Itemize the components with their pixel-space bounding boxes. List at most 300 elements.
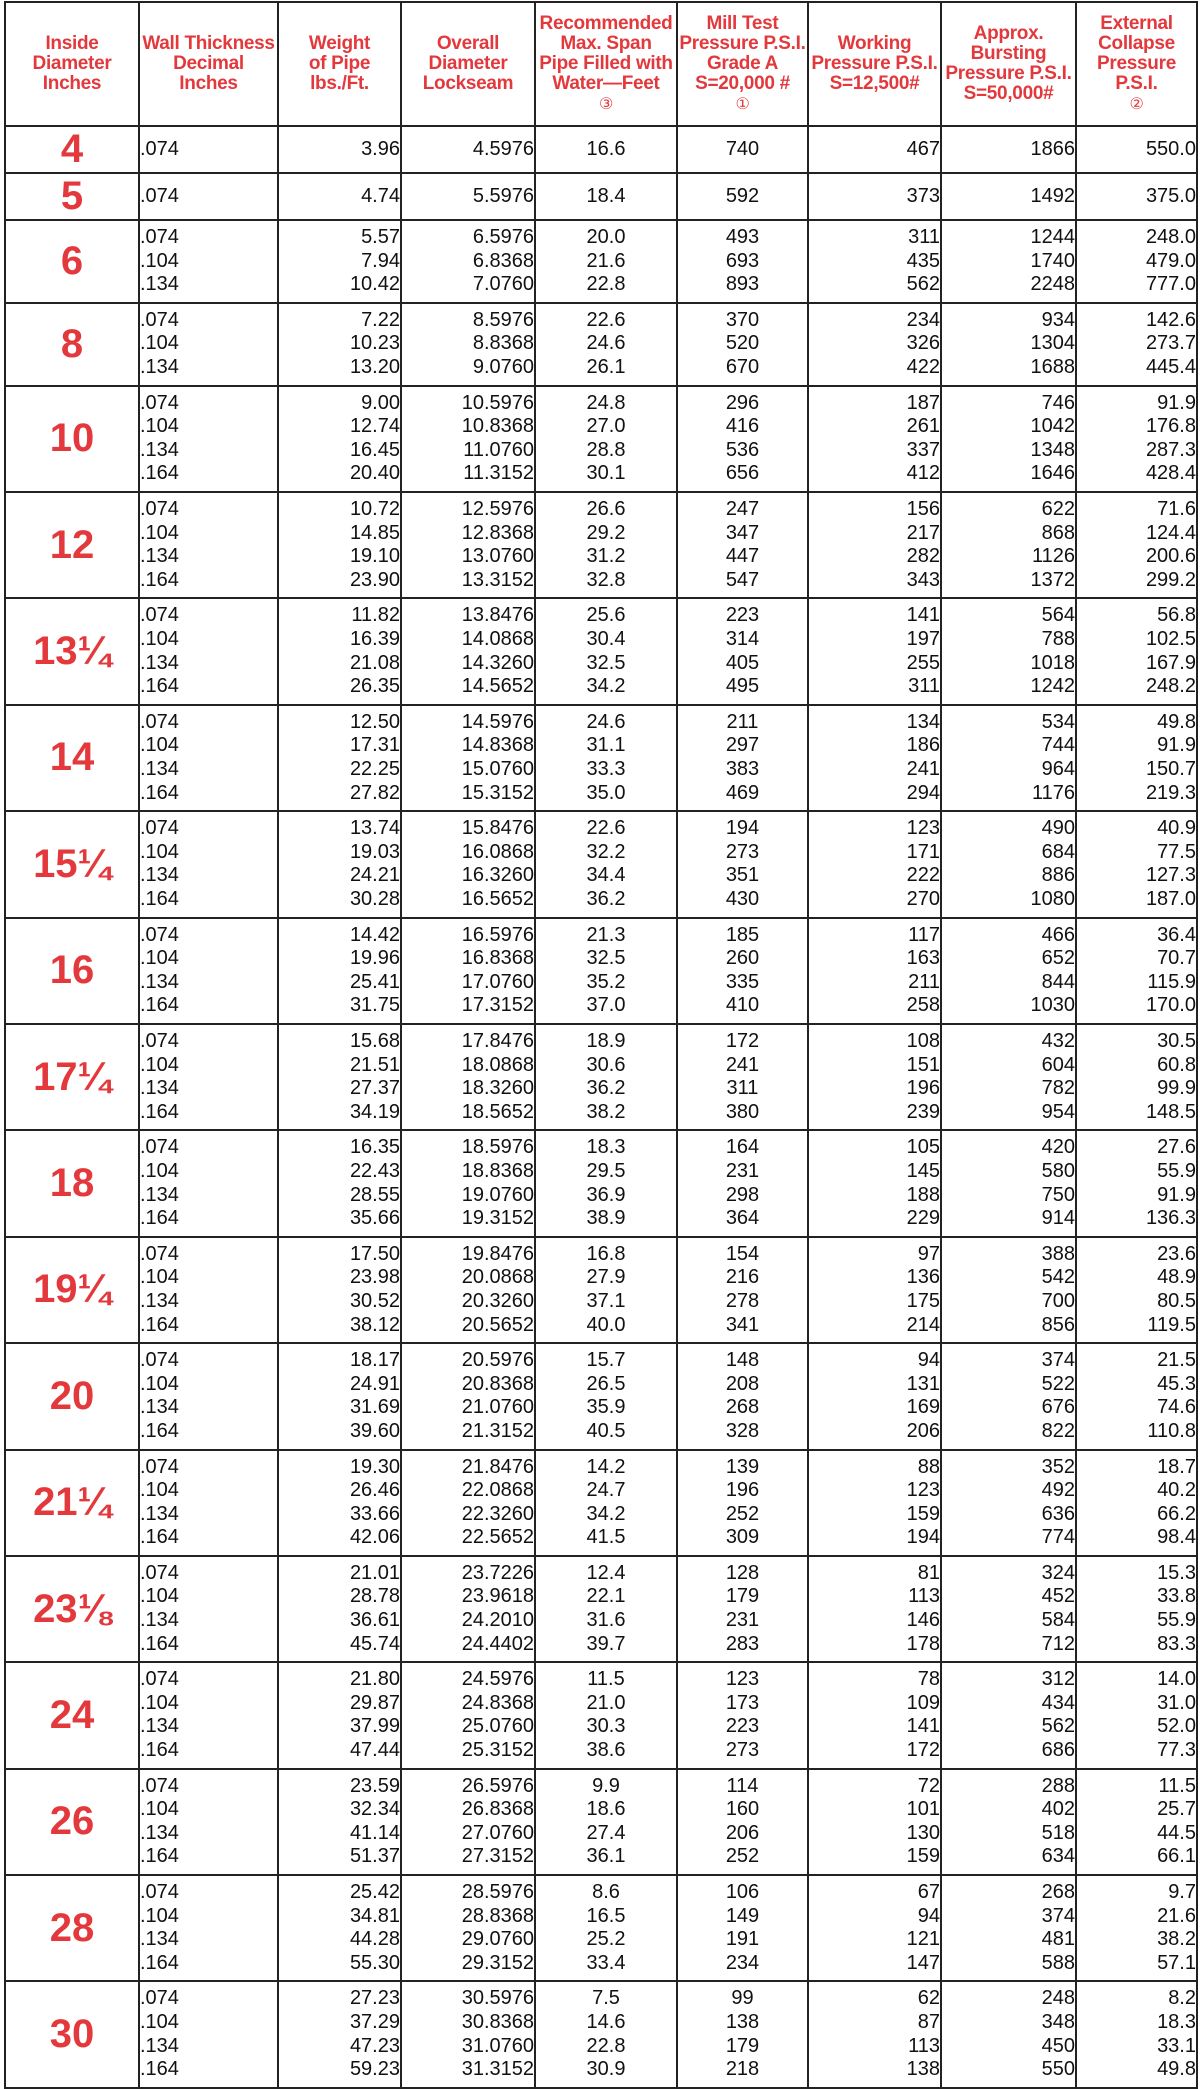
thickness-value: .074 bbox=[140, 604, 179, 627]
bursting-value: 684 bbox=[1041, 840, 1075, 863]
span-value: 25.2 bbox=[586, 1928, 626, 1951]
thickness-value: .074 bbox=[140, 1774, 179, 1797]
bursting-cell bbox=[941, 1130, 1076, 1236]
weight-value: 10.72 bbox=[349, 497, 400, 520]
working-value: 72 bbox=[917, 1774, 940, 1797]
weight-value: 26.46 bbox=[349, 1479, 400, 1502]
thickness-value: .104 bbox=[140, 1372, 179, 1395]
working-value: 343 bbox=[906, 568, 940, 591]
collapse-value: 33.8 bbox=[1157, 1585, 1196, 1608]
diameter-cell: 20 bbox=[5, 1343, 139, 1449]
footnote-marker: ② bbox=[1129, 96, 1144, 113]
overall-cell bbox=[401, 492, 535, 598]
weight-value: 16.45 bbox=[349, 438, 400, 461]
diameter-cell: 24 bbox=[5, 1662, 139, 1768]
overall-value: 18.5652 bbox=[461, 1100, 534, 1123]
overall-value: 6.8368 bbox=[472, 249, 534, 272]
working-value: 234 bbox=[906, 308, 940, 331]
mill-cell bbox=[677, 1875, 808, 1981]
working-value: 258 bbox=[906, 994, 940, 1017]
collapse-value: 55.9 bbox=[1157, 1609, 1196, 1632]
weight-cell bbox=[278, 220, 401, 303]
mill-value: 314 bbox=[725, 627, 760, 650]
collapse-value: 777.0 bbox=[1145, 273, 1196, 296]
header-line: P.S.I. bbox=[1115, 73, 1158, 94]
thickness-value: .074 bbox=[140, 1029, 179, 1052]
span-value: 33.4 bbox=[586, 1951, 626, 1974]
collapse-value: 57.1 bbox=[1157, 1951, 1196, 1974]
thickness-value: .164 bbox=[140, 781, 179, 804]
span-value: 22.1 bbox=[586, 1585, 626, 1608]
bursting-value: 550 bbox=[1041, 2058, 1075, 2081]
thickness-value: .134 bbox=[140, 273, 179, 296]
overall-value: 8.5976 bbox=[472, 308, 534, 331]
mill-value: 430 bbox=[725, 887, 760, 910]
weight-cell bbox=[278, 1981, 401, 2087]
header-line: Decimal bbox=[173, 53, 244, 74]
collapse-cell bbox=[1076, 1662, 1197, 1768]
span-value: 38.2 bbox=[586, 1100, 626, 1123]
thickness-cell bbox=[139, 1024, 278, 1130]
diameter-cell: 15¼ bbox=[5, 811, 139, 917]
thickness-cell bbox=[139, 598, 278, 704]
collapse-cell bbox=[1076, 126, 1197, 173]
collapse-value: 80.5 bbox=[1157, 1289, 1196, 1312]
collapse-value: 30.5 bbox=[1157, 1029, 1196, 1052]
table-row bbox=[5, 811, 1197, 917]
overall-value: 16.0868 bbox=[461, 840, 534, 863]
weight-value: 11.82 bbox=[351, 604, 400, 627]
diameter-cell: 4 bbox=[5, 126, 139, 173]
weight-value: 47.44 bbox=[349, 1739, 400, 1762]
weight-value: 23.90 bbox=[349, 568, 400, 591]
thickness-value: .074 bbox=[140, 1455, 179, 1478]
weight-value: 24.21 bbox=[349, 864, 400, 887]
mill-cell bbox=[677, 1130, 808, 1236]
collapse-value: 25.7 bbox=[1157, 1798, 1196, 1821]
working-value: 222 bbox=[906, 864, 940, 887]
mill-cell bbox=[677, 492, 808, 598]
collapse-value: 248.2 bbox=[1145, 675, 1196, 698]
overall-value: 16.8368 bbox=[461, 947, 534, 970]
header-line: Mill Test bbox=[706, 13, 779, 34]
thickness-value: .134 bbox=[140, 864, 179, 887]
bursting-value: 886 bbox=[1041, 864, 1075, 887]
thickness-cell bbox=[139, 126, 278, 173]
span-value: 32.5 bbox=[586, 947, 626, 970]
weight-value: 31.69 bbox=[349, 1396, 400, 1419]
span-value: 15.7 bbox=[586, 1349, 626, 1372]
collapse-value: 127.3 bbox=[1145, 864, 1196, 887]
collapse-value: 33.1 bbox=[1157, 2034, 1196, 2057]
bursting-value: 1372 bbox=[1030, 568, 1075, 591]
mill-value: 656 bbox=[725, 462, 760, 485]
mill-value: 469 bbox=[725, 781, 760, 804]
overall-cell bbox=[401, 1343, 535, 1449]
bursting-value: 450 bbox=[1041, 2034, 1075, 2057]
working-cell bbox=[808, 1875, 941, 1981]
collapse-value: 136.3 bbox=[1145, 1207, 1196, 1230]
overall-value: 20.3260 bbox=[461, 1289, 534, 1312]
bursting-cell bbox=[941, 705, 1076, 811]
bursting-value: 562 bbox=[1041, 1715, 1075, 1738]
working-value: 141 bbox=[906, 1715, 940, 1738]
mill-cell bbox=[677, 1450, 808, 1556]
working-value: 373 bbox=[906, 184, 940, 207]
weight-value: 14.85 bbox=[349, 521, 400, 544]
overall-cell bbox=[401, 598, 535, 704]
span-value: 36.1 bbox=[586, 1845, 626, 1868]
collapse-value: 98.4 bbox=[1157, 1526, 1196, 1549]
thickness-cell bbox=[139, 918, 278, 1024]
overall-value: 13.3152 bbox=[461, 568, 534, 591]
working-value: 151 bbox=[906, 1053, 940, 1076]
thickness-value: .134 bbox=[140, 438, 179, 461]
mill-value: 179 bbox=[725, 2034, 760, 2057]
thickness-value: .104 bbox=[140, 734, 179, 757]
working-value: 131 bbox=[906, 1372, 940, 1395]
overall-value: 22.5652 bbox=[461, 1526, 534, 1549]
span-value: 35.0 bbox=[586, 781, 626, 804]
thickness-value: .104 bbox=[140, 947, 179, 970]
thickness-value: .164 bbox=[140, 1739, 179, 1762]
working-value: 136 bbox=[906, 1266, 940, 1289]
weight-cell bbox=[278, 1450, 401, 1556]
thickness-value: .074 bbox=[140, 1987, 179, 2010]
collapse-value: 60.8 bbox=[1157, 1053, 1196, 1076]
overall-value: 16.5652 bbox=[461, 887, 534, 910]
collapse-value: 18.7 bbox=[1157, 1455, 1196, 1478]
header-collapse-pressure bbox=[1076, 2, 1197, 126]
thickness-cell bbox=[139, 1769, 278, 1875]
collapse-value: 77.5 bbox=[1157, 840, 1196, 863]
weight-value: 17.31 bbox=[349, 734, 400, 757]
overall-value: 29.3152 bbox=[461, 1951, 534, 1974]
collapse-cell bbox=[1076, 1450, 1197, 1556]
mill-value: 405 bbox=[725, 651, 760, 674]
mill-cell bbox=[677, 303, 808, 386]
bursting-value: 676 bbox=[1041, 1396, 1075, 1419]
bursting-value: 1348 bbox=[1030, 438, 1075, 461]
footnote-marker: ① bbox=[735, 96, 750, 113]
weight-cell bbox=[278, 1662, 401, 1768]
weight-value: 13.20 bbox=[349, 355, 400, 378]
weight-cell bbox=[278, 918, 401, 1024]
bursting-value: 1646 bbox=[1030, 462, 1075, 485]
span-value: 37.1 bbox=[586, 1289, 626, 1312]
table-row bbox=[5, 1237, 1197, 1343]
bursting-cell bbox=[941, 173, 1076, 220]
working-cell bbox=[808, 1662, 941, 1768]
span-value: 26.5 bbox=[586, 1372, 626, 1395]
bursting-value: 1492 bbox=[1030, 184, 1075, 207]
mill-value: 172 bbox=[725, 1029, 760, 1052]
mill-value: 160 bbox=[725, 1798, 760, 1821]
mill-value: 893 bbox=[725, 273, 760, 296]
span-value: 14.2 bbox=[586, 1455, 626, 1478]
overall-value: 5.5976 bbox=[472, 184, 534, 207]
table-row bbox=[5, 918, 1197, 1024]
thickness-value: .134 bbox=[140, 545, 179, 568]
weight-value: 45.74 bbox=[349, 1632, 400, 1655]
weight-value: 30.52 bbox=[349, 1289, 400, 1312]
overall-cell bbox=[401, 811, 535, 917]
thickness-cell bbox=[139, 303, 278, 386]
collapse-cell bbox=[1076, 1130, 1197, 1236]
weight-value: 20.40 bbox=[349, 462, 400, 485]
bursting-value: 1080 bbox=[1030, 887, 1075, 910]
bursting-value: 782 bbox=[1041, 1077, 1075, 1100]
working-cell bbox=[808, 598, 941, 704]
collapse-value: 124.4 bbox=[1145, 521, 1196, 544]
span-value: 38.6 bbox=[586, 1739, 626, 1762]
header-line: Pressure P.S.I. bbox=[945, 63, 1072, 84]
bursting-value: 434 bbox=[1041, 1691, 1075, 1714]
header-wall-thickness bbox=[139, 2, 278, 126]
thickness-value: .074 bbox=[140, 1881, 179, 1904]
header-line: of Pipe bbox=[308, 53, 371, 74]
thickness-value: .104 bbox=[140, 2011, 179, 2034]
mill-value: 223 bbox=[725, 604, 760, 627]
thickness-value: .074 bbox=[140, 391, 179, 414]
mill-value: 128 bbox=[725, 1561, 760, 1584]
mill-value: 216 bbox=[725, 1266, 760, 1289]
span-value: 34.2 bbox=[586, 1502, 626, 1525]
mill-value: 252 bbox=[725, 1845, 760, 1868]
bursting-value: 822 bbox=[1041, 1419, 1075, 1442]
weight-value: 18.17 bbox=[349, 1349, 400, 1372]
collapse-value: 176.8 bbox=[1145, 415, 1196, 438]
mill-value: 149 bbox=[725, 1904, 760, 1927]
span-value: 36.9 bbox=[586, 1183, 626, 1206]
weight-value: 32.34 bbox=[349, 1798, 400, 1821]
mill-value: 447 bbox=[725, 545, 760, 568]
span-value: 24.6 bbox=[586, 710, 626, 733]
weight-value: 23.59 bbox=[349, 1774, 400, 1797]
overall-value: 17.8476 bbox=[461, 1029, 534, 1052]
bursting-value: 750 bbox=[1041, 1183, 1075, 1206]
mill-cell bbox=[677, 1662, 808, 1768]
collapse-value: 550.0 bbox=[1145, 137, 1196, 160]
weight-value: 7.22 bbox=[361, 308, 400, 331]
bursting-value: 914 bbox=[1041, 1207, 1075, 1230]
collapse-cell bbox=[1076, 303, 1197, 386]
table-row bbox=[5, 126, 1197, 173]
mill-cell bbox=[677, 1981, 808, 2087]
bursting-value: 934 bbox=[1041, 308, 1075, 331]
working-value: 217 bbox=[906, 521, 940, 544]
span-cell bbox=[535, 918, 677, 1024]
bursting-value: 420 bbox=[1041, 1136, 1075, 1159]
span-value: 31.2 bbox=[586, 545, 626, 568]
thickness-cell bbox=[139, 1662, 278, 1768]
weight-value: 19.03 bbox=[349, 840, 400, 863]
overall-value: 29.0760 bbox=[461, 1928, 534, 1951]
span-value: 20.0 bbox=[586, 226, 626, 248]
thickness-value: .134 bbox=[140, 1502, 179, 1525]
bursting-value: 1244 bbox=[1030, 226, 1075, 248]
working-cell bbox=[808, 1556, 941, 1662]
collapse-value: 45.3 bbox=[1157, 1372, 1196, 1395]
working-value: 169 bbox=[906, 1396, 940, 1419]
diameter-cell: 23⅛ bbox=[5, 1556, 139, 1662]
overall-value: 9.0760 bbox=[472, 355, 534, 378]
bursting-value: 1018 bbox=[1030, 651, 1075, 674]
weight-value: 10.23 bbox=[349, 332, 400, 355]
mill-value: 99 bbox=[731, 1987, 754, 2010]
overall-value: 26.5976 bbox=[461, 1774, 534, 1797]
span-cell bbox=[535, 303, 677, 386]
bursting-value: 652 bbox=[1041, 947, 1075, 970]
span-value: 30.3 bbox=[586, 1715, 626, 1738]
collapse-value: 200.6 bbox=[1145, 545, 1196, 568]
working-value: 241 bbox=[906, 757, 940, 780]
span-value: 28.8 bbox=[586, 438, 626, 461]
thickness-value: .074 bbox=[140, 1561, 179, 1584]
overall-value: 18.3260 bbox=[461, 1077, 534, 1100]
diameter-cell: 18 bbox=[5, 1130, 139, 1236]
weight-value: 5.57 bbox=[361, 226, 400, 248]
collapse-value: 15.3 bbox=[1157, 1561, 1196, 1584]
overall-value: 11.0760 bbox=[463, 438, 534, 461]
weight-value: 34.81 bbox=[349, 1904, 400, 1927]
mill-value: 114 bbox=[726, 1774, 759, 1797]
overall-value: 21.0760 bbox=[461, 1396, 534, 1419]
overall-value: 15.0760 bbox=[461, 757, 534, 780]
bursting-value: 580 bbox=[1041, 1159, 1075, 1182]
weight-value: 23.98 bbox=[349, 1266, 400, 1289]
overall-value: 18.8368 bbox=[461, 1159, 534, 1182]
table-row bbox=[5, 1556, 1197, 1662]
collapse-value: 27.6 bbox=[1157, 1136, 1196, 1159]
mill-value: 493 bbox=[725, 226, 760, 248]
thickness-value: .104 bbox=[140, 521, 179, 544]
thickness-value: .104 bbox=[140, 840, 179, 863]
weight-value: 44.28 bbox=[349, 1928, 400, 1951]
thickness-cell bbox=[139, 1237, 278, 1343]
bursting-value: 534 bbox=[1041, 710, 1075, 733]
thickness-value: .134 bbox=[140, 1715, 179, 1738]
diameter-cell: 17¼ bbox=[5, 1024, 139, 1130]
span-value: 29.5 bbox=[586, 1159, 626, 1182]
bursting-value: 564 bbox=[1041, 604, 1075, 627]
thickness-value: .134 bbox=[140, 1821, 179, 1844]
weight-value: 19.96 bbox=[349, 947, 400, 970]
weight-value: 55.30 bbox=[349, 1951, 400, 1974]
diameter-cell: 14 bbox=[5, 705, 139, 811]
overall-value: 12.8368 bbox=[461, 521, 534, 544]
working-value: 81 bbox=[917, 1561, 940, 1584]
header-line: Max. Span bbox=[560, 33, 652, 54]
diameter-cell: 8 bbox=[5, 303, 139, 386]
thickness-value: .104 bbox=[140, 1585, 179, 1608]
span-value: 30.9 bbox=[586, 2058, 626, 2081]
collapse-value: 11.5 bbox=[1158, 1774, 1196, 1797]
working-value: 134 bbox=[906, 710, 940, 733]
overall-value: 20.8368 bbox=[461, 1372, 534, 1395]
mill-value: 273 bbox=[725, 840, 760, 863]
working-value: 311 bbox=[908, 226, 940, 248]
mill-cell bbox=[677, 126, 808, 173]
span-value: 32.5 bbox=[586, 651, 626, 674]
thickness-value: .164 bbox=[140, 1207, 179, 1230]
mill-value: 520 bbox=[725, 332, 760, 355]
weight-cell bbox=[278, 705, 401, 811]
span-value: 11.5 bbox=[587, 1668, 625, 1691]
weight-cell bbox=[278, 1130, 401, 1236]
collapse-value: 102.5 bbox=[1145, 627, 1196, 650]
collapse-cell bbox=[1076, 598, 1197, 704]
diameter-cell: 21¼ bbox=[5, 1450, 139, 1556]
collapse-value: 71.6 bbox=[1157, 497, 1196, 520]
overall-value: 27.3152 bbox=[461, 1845, 534, 1868]
working-value: 117 bbox=[908, 923, 940, 946]
mill-value: 179 bbox=[725, 1585, 760, 1608]
collapse-value: 115.9 bbox=[1147, 970, 1196, 993]
thickness-value: .134 bbox=[140, 970, 179, 993]
thickness-value: .134 bbox=[140, 651, 179, 674]
bursting-cell bbox=[941, 386, 1076, 492]
bursting-value: 522 bbox=[1041, 1372, 1075, 1395]
weight-value: 30.28 bbox=[349, 887, 400, 910]
mill-value: 252 bbox=[725, 1502, 760, 1525]
mill-value: 106 bbox=[725, 1881, 760, 1904]
header-line: lbs./Ft. bbox=[310, 73, 369, 94]
collapse-value: 56.8 bbox=[1157, 604, 1196, 627]
weight-value: 12.50 bbox=[349, 710, 400, 733]
span-value: 27.0 bbox=[586, 415, 626, 438]
span-value: 40.5 bbox=[586, 1419, 626, 1442]
pipe-spec-table bbox=[4, 1, 1198, 2089]
overall-value: 31.0760 bbox=[461, 2034, 534, 2057]
span-cell bbox=[535, 1130, 677, 1236]
collapse-value: 167.9 bbox=[1145, 651, 1196, 674]
collapse-cell bbox=[1076, 386, 1197, 492]
bursting-value: 388 bbox=[1041, 1242, 1075, 1265]
collapse-cell bbox=[1076, 1237, 1197, 1343]
span-value: 31.6 bbox=[586, 1609, 626, 1632]
thickness-value: .164 bbox=[140, 1100, 179, 1123]
bursting-value: 604 bbox=[1041, 1053, 1075, 1076]
thickness-cell bbox=[139, 386, 278, 492]
mill-value: 211 bbox=[726, 710, 759, 733]
mill-value: 260 bbox=[725, 947, 760, 970]
collapse-value: 142.6 bbox=[1145, 308, 1196, 331]
collapse-value: 170.0 bbox=[1145, 994, 1196, 1017]
span-value: 27.4 bbox=[586, 1821, 626, 1844]
weight-cell bbox=[278, 1769, 401, 1875]
mill-cell bbox=[677, 598, 808, 704]
mill-value: 148 bbox=[725, 1349, 760, 1372]
mill-value: 592 bbox=[725, 184, 760, 207]
working-value: 67 bbox=[917, 1881, 940, 1904]
bursting-value: 542 bbox=[1041, 1266, 1075, 1289]
bursting-value: 774 bbox=[1041, 1526, 1075, 1549]
weight-value: 21.51 bbox=[349, 1053, 400, 1076]
mill-value: 231 bbox=[725, 1159, 760, 1182]
weight-value: 51.37 bbox=[349, 1845, 400, 1868]
mill-value: 380 bbox=[725, 1100, 760, 1123]
weight-cell bbox=[278, 303, 401, 386]
working-value: 159 bbox=[906, 1502, 940, 1525]
bursting-value: 1866 bbox=[1030, 137, 1075, 160]
working-value: 88 bbox=[917, 1455, 940, 1478]
working-cell bbox=[808, 705, 941, 811]
weight-value: 14.42 bbox=[349, 923, 400, 946]
span-cell bbox=[535, 598, 677, 704]
bursting-value: 1242 bbox=[1030, 675, 1075, 698]
weight-value: 3.96 bbox=[361, 137, 400, 160]
